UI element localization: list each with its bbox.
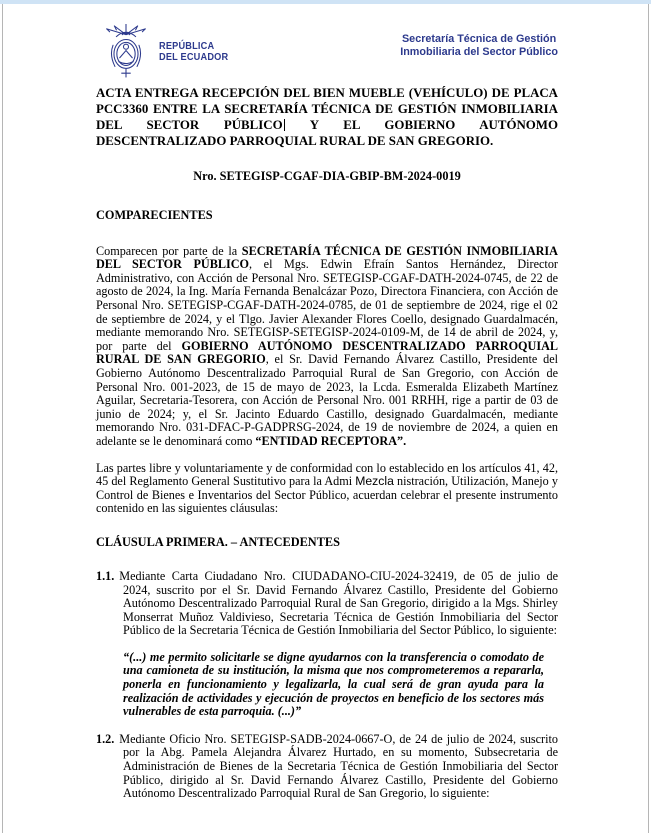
org-name (400, 33, 558, 58)
heading-clausula-primera[interactable]: CLÁUSULA PRIMERA. – ANTECEDENTES (96, 534, 340, 549)
item-number-1-2: 1.2. (96, 731, 115, 746)
text-run: nistración, Utilización, Manejo y Control de Bienes e Inventarios del Sector Público, acuerdan celebrar el presente instrumento contenido en las siguientes cláusulas: (96, 474, 558, 516)
org-name-line2: Inmobiliaria del Sector Público (400, 45, 558, 58)
republic-logo (100, 24, 234, 80)
text-run: , el Mgs. Edwin Efraín Santos Hernández, Director Administrativo, con Acción de Personal Nro. SETEGISP-CGAF-DATH-2024-0745, de 22 de agosto de 2024, la Ing. María Fernanda Benalcázar Pozo, Directora Financiera, con Acción de Personal Nro. SETEGISP-CGAF-DATH-2024-0785, de 01 de septiembre de 2024, rige el 02 de septiembre de 2024, y el Tlgo. Javier Alexander Flores Coello, designado Guardalmacén, mediante memorando Nro. SETEGISP-SETEGISP-2024-0109-M, de 14 de abril de 2024, y, por parte del (96, 257, 558, 353)
text-run: Y EL GOBIERNO AUTÓNOMO DESCENTRALIZADO PARROQUIAL RURAL DE SAN GREGORIO. (96, 117, 559, 148)
text-run: Mediante Oficio Nro. SETEGISP-SADB-2024-0667-O, de 24 de julio de 2024, suscrito por la Abg. Pamela Alejandra Álvarez Hurtado, en su momento, Subsecretaria de Administración de Bienes de la Secretaria Técnica de Gestión Inmobiliaria del Sector Público, dirigido al Sr. David Fernando Álvarez Castillo, Presidente del Gobierno Autónomo Descentralizado Parroquial Rural de San Gregorio, lo siguiente: (119, 731, 558, 801)
text-run: ACTA ENTREGA RECEPCIÓN DEL BIEN MUEBLE (VEHÍCULO) DE PLACA PCC3360 ENTRE LA SECRETARÍA TÉCNICA DE GESTIÓN INMOBILIARIA DEL SECTOR PÚBLICO (96, 86, 558, 132)
text-run: SECRETARÍA TÉCNICA DE GESTIÓN INMOBILIARIA DEL SECTOR PÚBLICO (96, 243, 558, 272)
document-page[interactable] (2, 4, 649, 833)
text-cursor (284, 119, 285, 131)
item-number-1-1: 1.1. (96, 568, 115, 583)
item-text-1-1 (119, 569, 558, 637)
text-run: GOBIERNO AUTÓNOMO DESCENTRALIZADO PARROQUIAL RURAL DE SAN GREGORIO (96, 338, 559, 367)
paragraph-las-partes[interactable] (96, 462, 558, 516)
paragraph-comparecen[interactable] (96, 245, 558, 449)
item-text-1-2 (119, 732, 558, 800)
list-item-1-1[interactable] (96, 570, 558, 638)
org-name-line1: Secretaría Técnica de Gestión (401, 33, 557, 45)
text-run: Mediante Carta Ciudadano Nro. CIUDADANO-CIU-2024-32419, de 05 de julio de 2024, suscrito por el Sr. David Fernando Álvarez Castillo, Presidente del Gobierno Autónomo Descentralizado Parroquial Rural de San Gregorio, dirigido a la Mgs. Shirley Monserrat Muñoz Valdivieso, Secretaria Técnica de Gestión Inmobiliaria del Sector Público de la Secretaria Técnica de Gestión Inmobiliaria del Sector Público, lo siguiente: (119, 568, 558, 638)
text-run: Las partes libre y voluntariamente y de conformidad con lo establecido en los artículos 41, 42, 45 del Reglamento General Sustitutivo para la Admi (96, 460, 558, 489)
text-run: Comparecen por parte de la (96, 243, 242, 258)
document-title[interactable] (96, 86, 558, 150)
list-item-1-2[interactable] (96, 733, 558, 801)
document-header (96, 24, 558, 80)
text-run: “(...) me permito solicitarle se digne ayudarnos con la transferencia o comodato de una camioneta de su institución, la misma que nos comprometeremos a repararla, ponerla en funcionamiento y legalizarla, la cual será de gran ayuda para la realización de actividades y ejecución de proyectos en beneficio de los sectores más vulnerables de esta parroquia. (...)” (123, 649, 544, 719)
doc-number[interactable]: Nro. SETEGISP-CGAF-DIA-GBIP-BM-2024-0019 (193, 168, 461, 183)
ecuador-coat-of-arms-icon (100, 24, 152, 80)
text-run: Mezcla (355, 474, 394, 489)
quote-1-1[interactable] (123, 651, 544, 719)
logo-text-line1: REPÚBLICA (159, 40, 215, 52)
text-run: “ENTIDAD RECEPTORA”. (255, 433, 407, 448)
text-run: , el Sr. David Fernando Álvarez Castillo, Presidente del Gobierno Autónomo Descentralizado Parroquial Rural de San Gregorio, con Acción de Personal Nro. 001-2023, de 15 de mayo de 2023, la Lcda. Esmeralda Elizabeth Martínez Aguilar, Secretaria-Tesorera, con Acción de Personal Nro. 001 RRHH, rige a partir de 03 de junio de 2024; y, el Sr. Jacinto Eduardo Castillo, designado Guardalmacén, mediante memorando Nro. 031-DFAC-P-GADPRSG-2024, de 19 de noviembre de 2024, a quien en adelante se le denominará como (96, 352, 558, 448)
logo-republica-text (159, 41, 228, 64)
heading-comparecientes[interactable]: COMPARECIENTES (96, 207, 213, 222)
logo-text-line2: DEL ECUADOR (159, 52, 229, 63)
